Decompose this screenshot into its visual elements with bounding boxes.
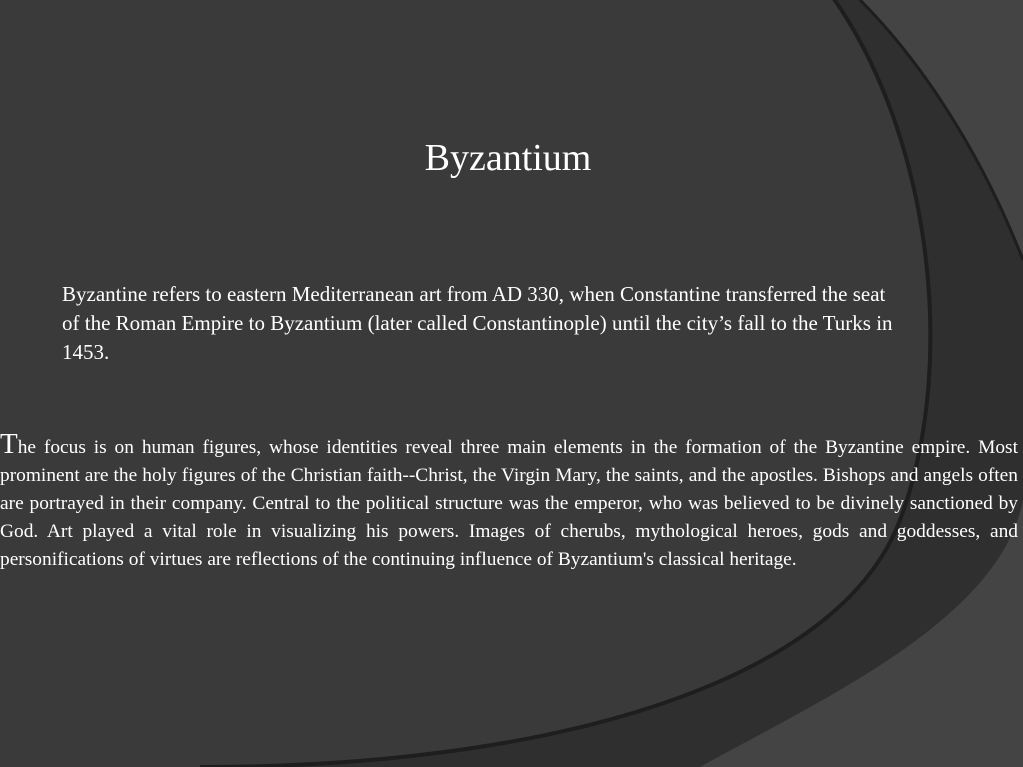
body-paragraph bbox=[0, 430, 1018, 574]
slide-title: Byzantium bbox=[424, 137, 592, 179]
intro-paragraph: Byzantine refers to eastern Mediterranean art from AD 330, when Constantine transferred the seat of the Roman Empire to Byzantium (later called Constantinople) until the city’s fall to the Turks in 1453. bbox=[62, 282, 893, 364]
body-initial-letter: T bbox=[0, 428, 18, 460]
body-text: he focus is on human figures, whose identities reveal three main elements in the formation of the Byzantine empire. Most prominent are the holy figures of the Christian faith--Christ, the Virgin Mary, the saints, and the apostles. Bishops and angels often are portrayed in their company. Central to the political structure was the emperor, who was believed to be divinely sanctioned by God. Art played a vital role in visualizing his powers. Images of cherubs, mythological heroes, gods and goddesses, and personifications of virtues are reflections of the continuing influence of Byzantium's classical heritage. bbox=[0, 437, 1018, 570]
